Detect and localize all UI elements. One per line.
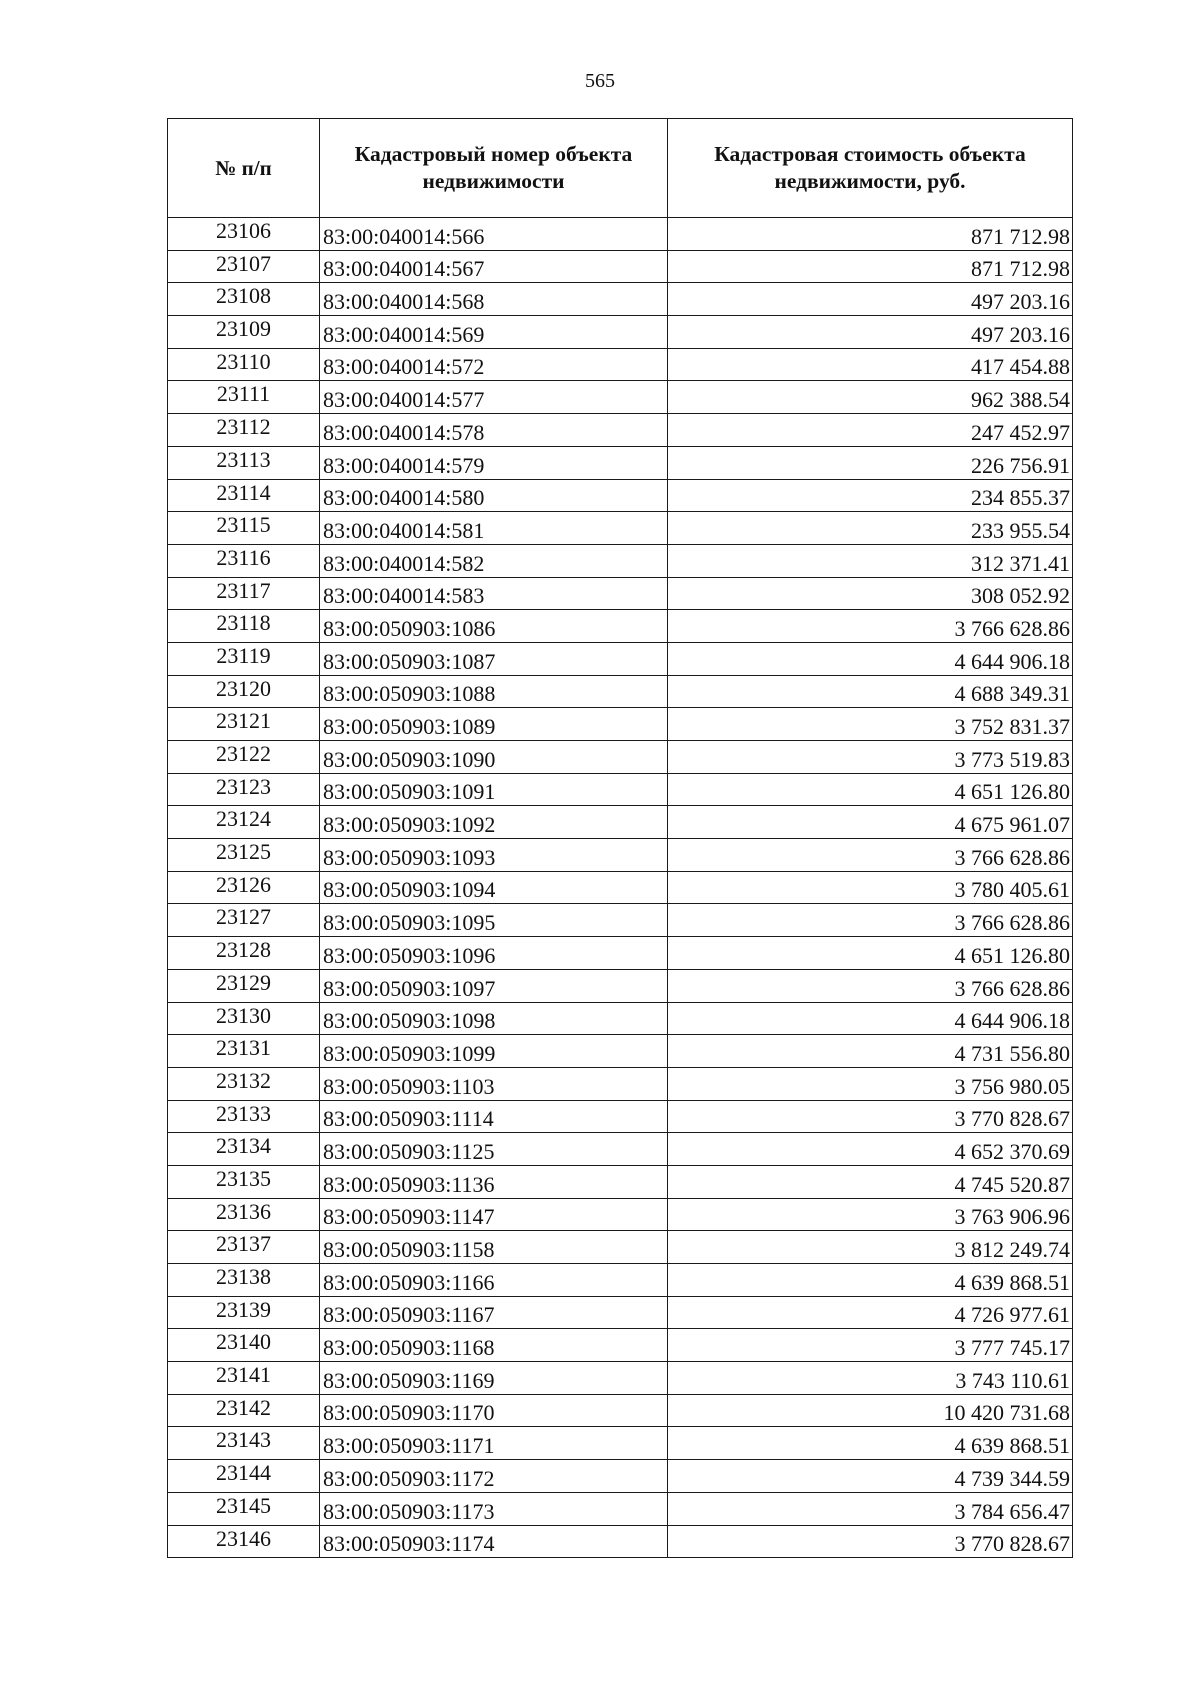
cadastral-number-cell: 83:00:050903:1169 [320, 1362, 668, 1395]
cadastral-number-cell: 83:00:040014:566 [320, 218, 668, 251]
table-header [168, 119, 1073, 218]
row-number-cell: 23127 [168, 904, 320, 937]
cadastral-number-cell: 83:00:050903:1167 [320, 1296, 668, 1329]
row-number-cell: 23145 [168, 1492, 320, 1525]
cadastral-value-cell: 4 675 961.07 [668, 806, 1073, 839]
cadastral-number-cell: 83:00:050903:1158 [320, 1231, 668, 1264]
cadastral-value-cell: 871 712.98 [668, 250, 1073, 283]
row-number-cell: 23126 [168, 871, 320, 904]
table-row [168, 544, 1073, 577]
cadastral-value-cell: 3 743 110.61 [668, 1362, 1073, 1395]
cadastral-value-cell: 3 766 628.86 [668, 610, 1073, 643]
table-row [168, 1231, 1073, 1264]
row-number-cell: 23107 [168, 250, 320, 283]
cadastral-value-cell: 226 756.91 [668, 446, 1073, 479]
cadastral-value-cell: 3 777 745.17 [668, 1329, 1073, 1362]
table-row [168, 642, 1073, 675]
cadastral-value-cell: 497 203.16 [668, 283, 1073, 316]
header-cadastral-number: Кадастровый номер объекта недвижимости [320, 119, 668, 218]
row-number-cell: 23144 [168, 1460, 320, 1493]
table-row [168, 1133, 1073, 1166]
cadastral-number-cell: 83:00:040014:582 [320, 544, 668, 577]
row-number-cell: 23112 [168, 414, 320, 447]
row-number-cell: 23122 [168, 741, 320, 774]
row-number-cell: 23129 [168, 969, 320, 1002]
row-number-cell: 23124 [168, 806, 320, 839]
row-number-cell: 23120 [168, 675, 320, 708]
table-row [168, 871, 1073, 904]
table-row [168, 283, 1073, 316]
row-number-cell: 23130 [168, 1002, 320, 1035]
cadastral-value-cell: 4 639 868.51 [668, 1427, 1073, 1460]
row-number-cell: 23140 [168, 1329, 320, 1362]
table-row [168, 1165, 1073, 1198]
table-row [168, 1329, 1073, 1362]
table-row [168, 1067, 1073, 1100]
row-number-cell: 23138 [168, 1264, 320, 1297]
table-row [168, 1198, 1073, 1231]
table-row [168, 414, 1073, 447]
table-row [168, 708, 1073, 741]
cadastral-number-cell: 83:00:050903:1089 [320, 708, 668, 741]
row-number-cell: 23117 [168, 577, 320, 610]
cadastral-number-cell: 83:00:040014:568 [320, 283, 668, 316]
cadastral-number-cell: 83:00:050903:1096 [320, 937, 668, 970]
cadastral-value-cell: 4 652 370.69 [668, 1133, 1073, 1166]
table-row [168, 806, 1073, 839]
cadastral-value-cell: 233 955.54 [668, 512, 1073, 545]
row-number-cell: 23146 [168, 1525, 320, 1558]
cadastral-value-cell: 4 731 556.80 [668, 1035, 1073, 1068]
cadastral-number-cell: 83:00:050903:1103 [320, 1067, 668, 1100]
table-row [168, 1394, 1073, 1427]
cadastral-value-cell: 3 756 980.05 [668, 1067, 1073, 1100]
row-number-cell: 23106 [168, 218, 320, 251]
row-number-cell: 23141 [168, 1362, 320, 1395]
row-number-cell: 23116 [168, 544, 320, 577]
cadastral-value-cell: 3 770 828.67 [668, 1100, 1073, 1133]
cadastral-number-cell: 83:00:040014:572 [320, 348, 668, 381]
table-row [168, 316, 1073, 349]
page-number: 565 [585, 70, 615, 92]
table-row [168, 512, 1073, 545]
table-row [168, 1264, 1073, 1297]
table-row [168, 773, 1073, 806]
cadastral-number-cell: 83:00:050903:1090 [320, 741, 668, 774]
cadastral-number-cell: 83:00:040014:581 [320, 512, 668, 545]
table-row [168, 479, 1073, 512]
table-row [168, 1002, 1073, 1035]
row-number-cell: 23131 [168, 1035, 320, 1068]
cadastral-number-cell: 83:00:050903:1147 [320, 1198, 668, 1231]
row-number-cell: 23136 [168, 1198, 320, 1231]
cadastral-value-cell: 3 773 519.83 [668, 741, 1073, 774]
table-row [168, 1525, 1073, 1558]
cadastral-value-cell: 3 812 249.74 [668, 1231, 1073, 1264]
table-row [168, 348, 1073, 381]
cadastral-number-cell: 83:00:050903:1174 [320, 1525, 668, 1558]
row-number-cell: 23110 [168, 348, 320, 381]
cadastral-number-cell: 83:00:050903:1166 [320, 1264, 668, 1297]
row-number-cell: 23114 [168, 479, 320, 512]
cadastral-value-cell: 3 763 906.96 [668, 1198, 1073, 1231]
cadastral-number-cell: 83:00:040014:567 [320, 250, 668, 283]
cadastral-number-cell: 83:00:040014:578 [320, 414, 668, 447]
cadastral-value-cell: 4 651 126.80 [668, 773, 1073, 806]
table-row [168, 218, 1073, 251]
row-number-cell: 23137 [168, 1231, 320, 1264]
row-number-cell: 23125 [168, 839, 320, 872]
row-number-cell: 23119 [168, 642, 320, 675]
table-row [168, 1427, 1073, 1460]
cadastral-number-cell: 83:00:050903:1088 [320, 675, 668, 708]
cadastral-number-cell: 83:00:050903:1136 [320, 1165, 668, 1198]
table-row [168, 577, 1073, 610]
cadastral-number-cell: 83:00:050903:1170 [320, 1394, 668, 1427]
row-number-cell: 23121 [168, 708, 320, 741]
cadastral-value-cell: 962 388.54 [668, 381, 1073, 414]
cadastral-value-cell: 417 454.88 [668, 348, 1073, 381]
cadastral-value-cell: 308 052.92 [668, 577, 1073, 610]
cadastral-value-cell: 3 770 828.67 [668, 1525, 1073, 1558]
table-row [168, 969, 1073, 1002]
table-row [168, 250, 1073, 283]
table-row [168, 1100, 1073, 1133]
cadastral-number-cell: 83:00:050903:1095 [320, 904, 668, 937]
row-number-cell: 23134 [168, 1133, 320, 1166]
row-number-cell: 23108 [168, 283, 320, 316]
cadastral-number-cell: 83:00:040014:577 [320, 381, 668, 414]
cadastral-value-cell: 4 651 126.80 [668, 937, 1073, 970]
cadastral-number-cell: 83:00:040014:569 [320, 316, 668, 349]
header-row [168, 119, 1073, 218]
cadastral-number-cell: 83:00:050903:1097 [320, 969, 668, 1002]
row-number-cell: 23135 [168, 1165, 320, 1198]
cadastral-number-cell: 83:00:040014:580 [320, 479, 668, 512]
header-row-number: № п/п [168, 119, 320, 218]
table-row [168, 1035, 1073, 1068]
row-number-cell: 23118 [168, 610, 320, 643]
cadastral-number-cell: 83:00:050903:1094 [320, 871, 668, 904]
cadastral-number-cell: 83:00:050903:1093 [320, 839, 668, 872]
row-number-cell: 23123 [168, 773, 320, 806]
cadastral-number-cell: 83:00:040014:579 [320, 446, 668, 479]
cadastral-value-cell: 10 420 731.68 [668, 1394, 1073, 1427]
table-row [168, 741, 1073, 774]
cadastral-number-cell: 83:00:050903:1099 [320, 1035, 668, 1068]
table-row [168, 446, 1073, 479]
cadastral-value-cell: 4 644 906.18 [668, 642, 1073, 675]
cadastral-number-cell: 83:00:050903:1125 [320, 1133, 668, 1166]
cadastral-value-cell: 247 452.97 [668, 414, 1073, 447]
row-number-cell: 23132 [168, 1067, 320, 1100]
cadastral-value-cell: 3 766 628.86 [668, 839, 1073, 872]
table-body [168, 218, 1073, 1558]
cadastral-number-cell: 83:00:050903:1171 [320, 1427, 668, 1460]
cadastral-value-cell: 4 688 349.31 [668, 675, 1073, 708]
cadastral-number-cell: 83:00:050903:1168 [320, 1329, 668, 1362]
table-row [168, 937, 1073, 970]
row-number-cell: 23115 [168, 512, 320, 545]
cadastral-value-cell: 4 644 906.18 [668, 1002, 1073, 1035]
cadastral-number-cell: 83:00:050903:1173 [320, 1492, 668, 1525]
cadastral-number-cell: 83:00:040014:583 [320, 577, 668, 610]
cadastral-value-cell: 3 780 405.61 [668, 871, 1073, 904]
cadastral-number-cell: 83:00:050903:1098 [320, 1002, 668, 1035]
cadastral-value-cell: 234 855.37 [668, 479, 1073, 512]
table-row [168, 904, 1073, 937]
cadastral-value-cell: 871 712.98 [668, 218, 1073, 251]
cadastral-value-cell: 3 784 656.47 [668, 1492, 1073, 1525]
cadastral-value-cell: 4 739 344.59 [668, 1460, 1073, 1493]
row-number-cell: 23113 [168, 446, 320, 479]
table-row [168, 381, 1073, 414]
cadastral-value-cell: 312 371.41 [668, 544, 1073, 577]
cadastral-value-cell: 3 752 831.37 [668, 708, 1073, 741]
table-row [168, 610, 1073, 643]
cadastral-number-cell: 83:00:050903:1091 [320, 773, 668, 806]
table-row [168, 1362, 1073, 1395]
table-row [168, 839, 1073, 872]
cadastral-value-cell: 497 203.16 [668, 316, 1073, 349]
row-number-cell: 23139 [168, 1296, 320, 1329]
header-cadastral-value: Кадастровая стоимость объекта недвижимости, руб. [668, 119, 1073, 218]
cadastral-number-cell: 83:00:050903:1114 [320, 1100, 668, 1133]
row-number-cell: 23128 [168, 937, 320, 970]
row-number-cell: 23143 [168, 1427, 320, 1460]
row-number-cell: 23109 [168, 316, 320, 349]
table-row [168, 1492, 1073, 1525]
cadastral-number-cell: 83:00:050903:1087 [320, 642, 668, 675]
table-row [168, 1296, 1073, 1329]
cadastral-value-cell: 4 639 868.51 [668, 1264, 1073, 1297]
cadastral-value-table [167, 118, 1073, 1558]
cadastral-value-cell: 4 726 977.61 [668, 1296, 1073, 1329]
row-number-cell: 23133 [168, 1100, 320, 1133]
row-number-cell: 23142 [168, 1394, 320, 1427]
row-number-cell: 23111 [168, 381, 320, 414]
cadastral-number-cell: 83:00:050903:1092 [320, 806, 668, 839]
table-row [168, 1460, 1073, 1493]
cadastral-value-cell: 3 766 628.86 [668, 904, 1073, 937]
cadastral-value-cell: 3 766 628.86 [668, 969, 1073, 1002]
table-row [168, 675, 1073, 708]
cadastral-number-cell: 83:00:050903:1172 [320, 1460, 668, 1493]
cadastral-number-cell: 83:00:050903:1086 [320, 610, 668, 643]
cadastral-value-cell: 4 745 520.87 [668, 1165, 1073, 1198]
